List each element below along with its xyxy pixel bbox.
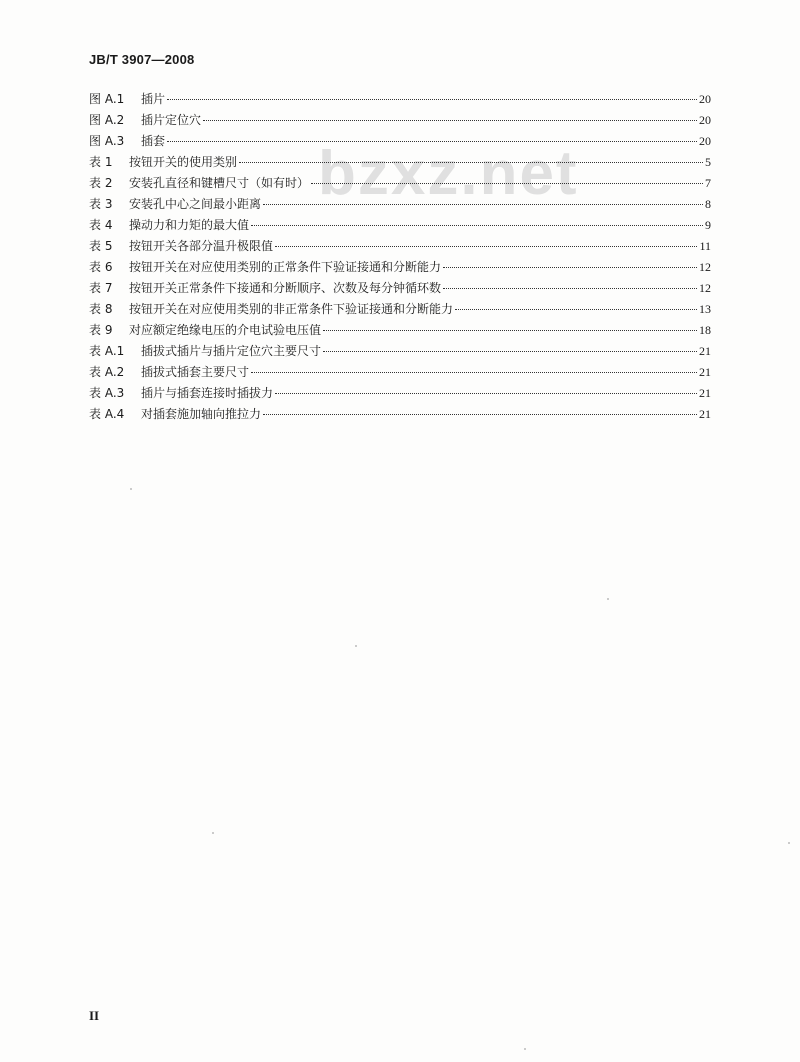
toc-entry[interactable]: [89, 342, 711, 363]
toc-entry-label: [89, 111, 201, 128]
scan-speck: [607, 598, 609, 600]
dot-leader: [263, 204, 703, 205]
toc-entry-label: [89, 216, 249, 233]
toc-entry-label: [89, 132, 165, 149]
toc-entry-label: [89, 153, 237, 170]
toc-entry-page: 11: [699, 239, 711, 253]
toc-entry-number: 表 A.1: [89, 344, 125, 358]
scan-speck: [212, 832, 214, 834]
toc-entry[interactable]: [89, 90, 711, 111]
toc-entry[interactable]: [89, 279, 711, 300]
scan-speck: [788, 842, 790, 844]
toc-entry-page: 8: [705, 197, 711, 211]
document-code: JB/T 3907—2008: [89, 52, 195, 67]
toc-entry-title: 按钮开关在对应使用类别的非正常条件下验证接通和分断能力: [129, 302, 454, 316]
toc-entry-title: 对应额定绝缘电压的介电试验电压值: [129, 323, 322, 337]
toc-entry-label: [89, 300, 453, 317]
toc-entry-label: [89, 363, 249, 380]
toc-entry-label: [89, 384, 273, 401]
toc-entry-page: 20: [699, 113, 711, 127]
toc-entry[interactable]: [89, 111, 711, 132]
dot-leader: [167, 99, 697, 100]
toc-entry-number: 表 8: [89, 302, 113, 316]
dot-leader: [275, 393, 697, 394]
watermark: bzxz.net: [318, 139, 579, 208]
toc-entry-title: 按钮开关的使用类别: [129, 155, 238, 169]
toc-entry-title: 按钮开关各部分温升极限值: [129, 239, 274, 253]
toc-entry-label: [89, 195, 261, 212]
toc-entry-title: 插套: [141, 134, 166, 148]
dot-leader: [251, 372, 697, 373]
toc-entry-page: 12: [699, 260, 711, 274]
toc-entry-title: 对插套施加轴向推拉力: [141, 407, 262, 421]
scan-speck: [355, 645, 357, 647]
toc-entry[interactable]: [89, 300, 711, 321]
toc-entry-title: 按钮开关在对应使用类别的正常条件下验证接通和分断能力: [129, 260, 442, 274]
toc-entry-title: 按钮开关正常条件下接通和分断顺序、次数及每分钟循环数: [129, 281, 442, 295]
toc-entry-page: 13: [699, 302, 711, 316]
toc-entry-number: 表 4: [89, 218, 113, 232]
toc-entry-title: 插片: [141, 92, 166, 106]
toc-entry[interactable]: [89, 195, 711, 216]
toc-entry-label: [89, 321, 321, 338]
toc-entry-number: 表 3: [89, 197, 113, 211]
dot-leader: [239, 162, 703, 163]
toc-entry-page: 21: [699, 344, 711, 358]
toc-entry-page: 7: [705, 176, 711, 190]
toc-entry-number: 表 A.2: [89, 365, 125, 379]
toc-entry-title: 插片定位穴: [141, 113, 202, 127]
toc-entry-page: 20: [699, 134, 711, 148]
toc-entry-page: 21: [699, 407, 711, 421]
toc-entry-number: 表 A.3: [89, 386, 125, 400]
toc-entry[interactable]: [89, 174, 711, 195]
toc-entry-title: 插拔式插片与插片定位穴主要尺寸: [141, 344, 322, 358]
toc-entry-title: 安装孔中心之间最小距离: [129, 197, 262, 211]
toc-entry-page: 21: [699, 365, 711, 379]
dot-leader: [455, 309, 697, 310]
toc-entry-page: 12: [699, 281, 711, 295]
dot-leader: [311, 183, 703, 184]
toc-entry-page: 5: [705, 155, 711, 169]
toc-entry-label: [89, 174, 309, 191]
toc-entry-label: [89, 258, 441, 275]
toc-entry-number: 表 5: [89, 239, 113, 253]
toc-entry[interactable]: [89, 405, 711, 426]
dot-leader: [443, 288, 697, 289]
dot-leader: [263, 414, 697, 415]
toc-entry-number: 图 A.1: [89, 92, 125, 106]
toc-entry-title: 插片与插套连接时插拔力: [141, 386, 274, 400]
toc-entry-number: 表 1: [89, 155, 113, 169]
page-number: II: [89, 1008, 100, 1023]
scan-speck: [130, 488, 132, 490]
toc-entry-number: 图 A.3: [89, 134, 125, 148]
dot-leader: [275, 246, 697, 247]
toc-entry[interactable]: [89, 237, 711, 258]
toc-entry-number: 表 7: [89, 281, 113, 295]
toc-entry-page: 18: [699, 323, 711, 337]
toc-entry-number: 表 6: [89, 260, 113, 274]
toc-entry-number: 图 A.2: [89, 113, 125, 127]
toc-entry-label: [89, 90, 165, 107]
toc-entry-page: 21: [699, 386, 711, 400]
toc-entry[interactable]: [89, 258, 711, 279]
toc-entry[interactable]: [89, 363, 711, 384]
dot-leader: [443, 267, 697, 268]
toc-entry-label: [89, 342, 321, 359]
dot-leader: [323, 330, 697, 331]
dot-leader: [323, 351, 697, 352]
toc-entry[interactable]: [89, 321, 711, 342]
toc-entry-title: 插拔式插套主要尺寸: [141, 365, 250, 379]
scan-speck: [524, 1048, 526, 1050]
toc-entry-label: [89, 405, 261, 422]
toc-entry-number: 表 9: [89, 323, 113, 337]
toc-entry-number: 表 2: [89, 176, 113, 190]
toc-entry-number: 表 A.4: [89, 407, 125, 421]
toc-entry-label: [89, 279, 441, 296]
dot-leader: [251, 225, 703, 226]
toc-entry-title: 安装孔直径和键槽尺寸（如有时）: [129, 176, 310, 190]
toc-entry[interactable]: [89, 216, 711, 237]
toc-entry-page: 9: [705, 218, 711, 232]
toc-entry[interactable]: [89, 384, 711, 405]
toc-entry-title: 操动力和力矩的最大值: [129, 218, 250, 232]
dot-leader: [203, 120, 697, 121]
toc-entry[interactable]: [89, 132, 711, 153]
toc-entry[interactable]: [89, 153, 711, 174]
toc-entry-label: [89, 237, 273, 254]
table-of-contents: [89, 90, 711, 426]
toc-entry-page: 20: [699, 92, 711, 106]
dot-leader: [167, 141, 697, 142]
